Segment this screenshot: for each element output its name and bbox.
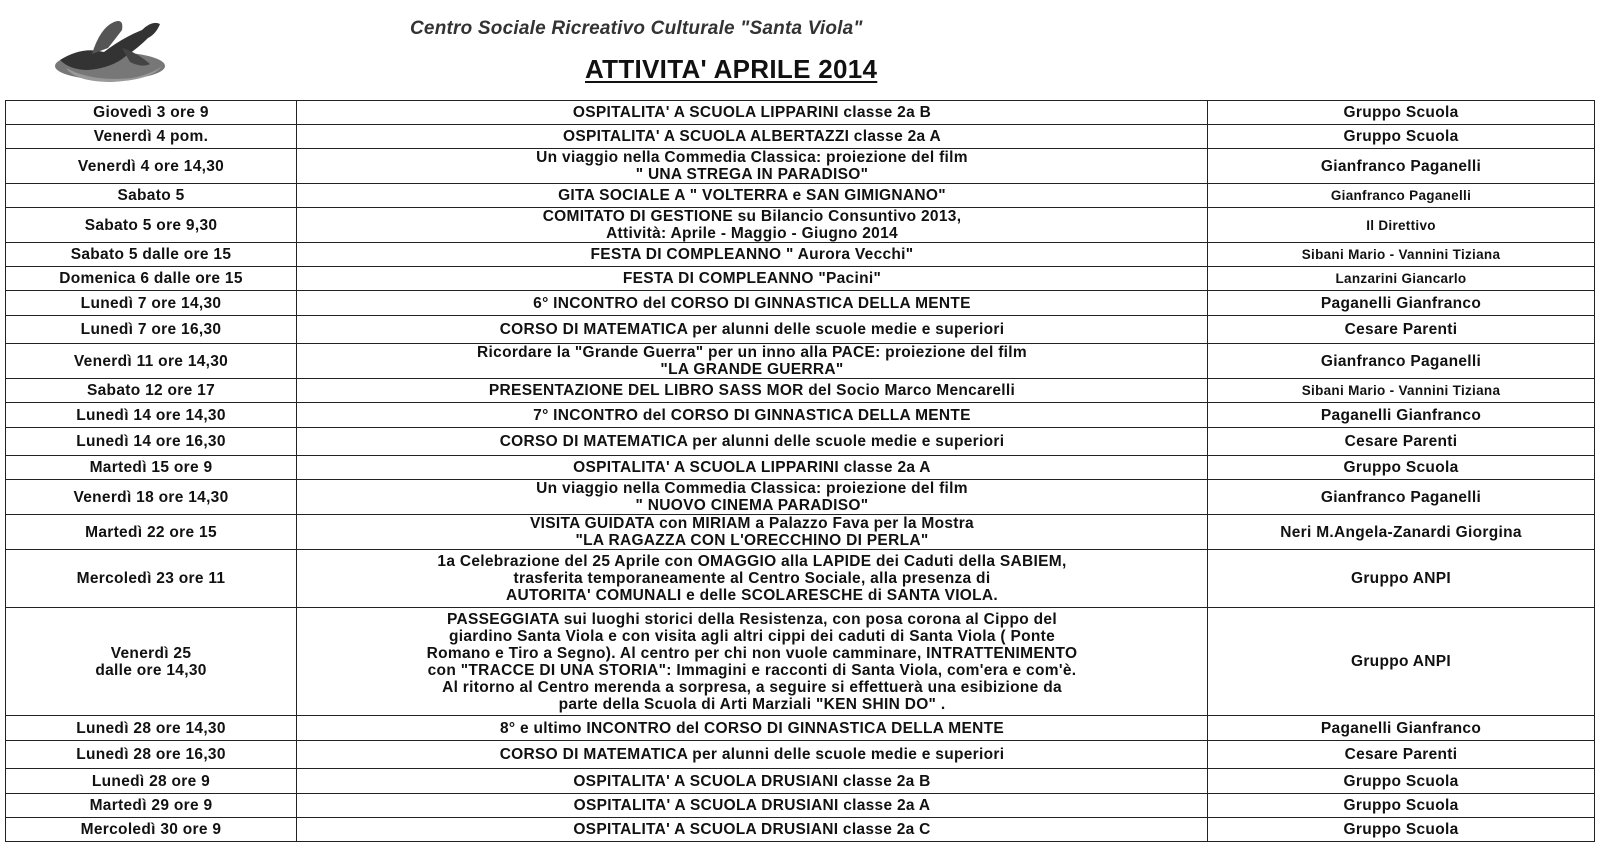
activity-description — [297, 316, 1208, 344]
activity-date-line: Domenica 6 dalle ore 15 — [59, 270, 243, 287]
activity-organizer: Gianfranco Paganelli — [1208, 480, 1595, 515]
activity-organizer: Gianfranco Paganelli — [1208, 344, 1595, 379]
activity-description-line: COMITATO DI GESTIONE su Bilancio Consuntivo 2013, — [542, 208, 962, 225]
activity-description — [297, 515, 1208, 550]
activity-description — [297, 149, 1208, 184]
activity-date — [6, 716, 297, 741]
activity-description — [297, 456, 1208, 480]
activity-description-line: OSPITALITA' A SCUOLA ALBERTAZZI classe 2a A — [562, 128, 941, 145]
activity-date-line: Martedì 15 ore 9 — [89, 459, 213, 476]
activity-date — [6, 344, 297, 379]
activity-description — [297, 794, 1208, 818]
activity-organizer: Gianfranco Paganelli — [1208, 149, 1595, 184]
activity-date — [6, 741, 297, 769]
activity-description — [297, 379, 1208, 403]
activity-description-line: CORSO DI MATEMATICA per alunni delle scuole medie e superiori — [499, 321, 1005, 338]
activity-description — [297, 208, 1208, 243]
activity-date-line: Lunedì 7 ore 16,30 — [80, 321, 222, 338]
activity-description-line: Ricordare la "Grande Guerra" per un inno alla PACE: proiezione del film — [477, 344, 1027, 361]
table-row — [6, 456, 1595, 480]
activity-description-line: 7° INCONTRO del CORSO DI GINNASTICA DELLA MENTE — [533, 406, 971, 424]
activity-description-line: "LA GRANDE GUERRA" — [660, 361, 844, 378]
activity-organizer: Il Direttivo — [1208, 208, 1595, 243]
table-row — [6, 184, 1595, 208]
table-row — [6, 344, 1595, 379]
table-row — [6, 480, 1595, 515]
activity-description-line: " NUOVO CINEMA PARADISO" — [635, 497, 869, 514]
activity-description-line: Attività: Aprile - Maggio - Giugno 2014 — [606, 225, 898, 242]
table-row — [6, 125, 1595, 149]
activity-organizer: Gruppo Scuola — [1208, 456, 1595, 480]
activity-date — [6, 125, 297, 149]
table-row — [6, 291, 1595, 316]
table-row — [6, 818, 1595, 842]
activity-description — [297, 716, 1208, 741]
activity-description-line: 1a Celebrazione del 25 Aprile con OMAGGIO alla LAPIDE dei Caduti della SABIEM, — [437, 553, 1067, 570]
activity-date-line: Lunedì 28 ore 16,30 — [76, 746, 226, 763]
table-row — [6, 267, 1595, 291]
activity-organizer: Paganelli Gianfranco — [1208, 291, 1595, 316]
activity-date-line: Sabato 5 ore 9,30 — [84, 216, 218, 234]
activity-description-line: trasferita temporaneamente al Centro Sociale, alla presenza di — [513, 570, 991, 587]
activity-organizer: Gruppo Scuola — [1208, 125, 1595, 149]
activity-organizer: Cesare Parenti — [1208, 428, 1595, 456]
page-title: ATTIVITA' APRILE 2014 — [585, 54, 878, 84]
activity-date-line: Venerdì 25 — [110, 644, 192, 662]
activity-date-line: Martedì 22 ore 15 — [85, 523, 217, 541]
activity-date — [6, 208, 297, 243]
activity-description-line: Un viaggio nella Commedia Classica: proiezione del film — [536, 480, 968, 497]
activity-date — [6, 480, 297, 515]
table-row — [6, 716, 1595, 741]
activity-organizer: Gruppo ANPI — [1208, 608, 1595, 716]
activity-description-line: AUTORITA' COMUNALI e delle SCOLARESCHE di SANTA VIOLA. — [505, 587, 999, 604]
table-row — [6, 149, 1595, 184]
activity-organizer: Paganelli Gianfranco — [1208, 403, 1595, 428]
activity-organizer: Gruppo Scuola — [1208, 818, 1595, 842]
activity-date — [6, 379, 297, 403]
activity-description — [297, 428, 1208, 456]
activity-description — [297, 243, 1208, 267]
table-row — [6, 794, 1595, 818]
activity-date — [6, 769, 297, 794]
activity-date-line: dalle ore 14,30 — [95, 661, 207, 679]
activity-date — [6, 101, 297, 125]
activity-organizer: Cesare Parenti — [1208, 741, 1595, 769]
activity-description-line: OSPITALITA' A SCUOLA LIPPARINI classe 2a A — [573, 459, 931, 476]
activity-description — [297, 101, 1208, 125]
activity-description-line: CORSO DI MATEMATICA per alunni delle scuole medie e superiori — [499, 433, 1005, 450]
table-row — [6, 403, 1595, 428]
activity-date-line: Sabato 5 — [117, 187, 185, 204]
activity-date — [6, 818, 297, 842]
activity-date — [6, 267, 297, 291]
activity-description — [297, 125, 1208, 149]
activity-date — [6, 550, 297, 608]
table-row — [6, 608, 1595, 716]
activity-date-line: Mercoledì 30 ore 9 — [80, 821, 222, 838]
activity-description — [297, 480, 1208, 515]
activity-description-line: OSPITALITA' A SCUOLA LIPPARINI classe 2a B — [572, 104, 932, 121]
activity-description-line: con "TRACCE DI UNA STORIA": Immagini e racconti di Santa Viola, com'era e com'è. — [427, 661, 1077, 679]
activity-date-line: Lunedì 28 ore 14,30 — [76, 719, 226, 737]
table-row — [6, 316, 1595, 344]
activity-organizer: Gruppo Scuola — [1208, 794, 1595, 818]
table-row — [6, 379, 1595, 403]
activity-description — [297, 769, 1208, 794]
activity-date — [6, 515, 297, 550]
activity-description — [297, 550, 1208, 608]
activity-description-line: Un viaggio nella Commedia Classica: proiezione del film — [536, 149, 968, 166]
activity-description-line: FESTA DI COMPLEANNO " Aurora Vecchi" — [590, 246, 914, 263]
activity-description-line: "LA RAGAZZA CON L'ORECCHINO DI PERLA" — [575, 532, 929, 549]
activity-date — [6, 794, 297, 818]
activity-date — [6, 149, 297, 184]
activity-date-line: Giovedì 3 ore 9 — [93, 104, 209, 121]
activity-description-line: CORSO DI MATEMATICA per alunni delle scuole medie e superiori — [499, 746, 1005, 763]
activity-organizer: Paganelli Gianfranco — [1208, 716, 1595, 741]
table-row — [6, 101, 1595, 125]
activity-description — [297, 403, 1208, 428]
activity-organizer: Neri M.Angela-Zanardi Giorgina — [1208, 515, 1595, 550]
activity-date-line: Sabato 5 dalle ore 15 — [70, 246, 232, 263]
activity-date — [6, 291, 297, 316]
horse-sculpture-logo-icon — [52, 8, 170, 88]
activity-description-line: PASSEGGIATA sui luoghi storici della Resistenza, con posa corona al Cippo del — [447, 610, 1057, 628]
activity-description-line: 6° INCONTRO del CORSO DI GINNASTICA DELLA MENTE — [533, 294, 971, 312]
activity-date — [6, 608, 297, 716]
activity-date-line: Sabato 12 ore 17 — [87, 382, 215, 399]
activities-table — [5, 100, 1595, 842]
activity-organizer: Sibani Mario - Vannini Tiziana — [1208, 379, 1595, 403]
activity-date-line: Lunedì 14 ore 16,30 — [76, 433, 226, 450]
activity-description-line: GITA SOCIALE A " VOLTERRA e SAN GIMIGNANO" — [558, 187, 946, 204]
activity-description-line: VISITA GUIDATA con MIRIAM a Palazzo Fava per la Mostra — [530, 515, 974, 532]
activity-date-line: Venerdì 18 ore 14,30 — [73, 488, 229, 506]
activity-organizer: Gruppo Scuola — [1208, 769, 1595, 794]
activity-date — [6, 243, 297, 267]
activity-description-line: Al ritorno al Centro merenda a sorpresa, a seguire si effettuerà una esibizione da — [442, 678, 1062, 696]
activity-date-line: Venerdì 4 ore 14,30 — [77, 157, 225, 175]
activity-date-line: Venerdì 11 ore 14,30 — [73, 352, 229, 370]
activity-organizer: Cesare Parenti — [1208, 316, 1595, 344]
activity-date — [6, 428, 297, 456]
table-row — [6, 243, 1595, 267]
table-row — [6, 741, 1595, 769]
activity-organizer: Sibani Mario - Vannini Tiziana — [1208, 243, 1595, 267]
activity-description-line: parte della Scuola di Arti Marziali "KEN SHIN DO" . — [558, 695, 946, 713]
activity-description — [297, 291, 1208, 316]
activity-date-line: Lunedì 28 ore 9 — [91, 772, 211, 790]
table-row — [6, 208, 1595, 243]
activity-organizer: Lanzarini Giancarlo — [1208, 267, 1595, 291]
activity-description-line: 8° e ultimo INCONTRO del CORSO DI GINNASTICA DELLA MENTE — [499, 719, 1005, 737]
table-row — [6, 550, 1595, 608]
activity-date-line: Mercoledì 23 ore 11 — [76, 570, 226, 587]
activity-description-line: " UNA STREGA IN PARADISO" — [635, 166, 869, 183]
activity-organizer: Gruppo Scuola — [1208, 101, 1595, 125]
activity-description — [297, 741, 1208, 769]
activity-description — [297, 267, 1208, 291]
table-row — [6, 515, 1595, 550]
activity-description-line: giardino Santa Viola e con visita agli altri cippi dei caduti di Santa Viola ( Ponte — [448, 627, 1055, 645]
table-row — [6, 428, 1595, 456]
activity-date-line: Martedì 29 ore 9 — [89, 797, 213, 814]
activity-date-line: Venerdì 4 pom. — [93, 128, 209, 145]
activity-description-line: PRESENTAZIONE DEL LIBRO SASS MOR del Socio Marco Mencarelli — [488, 382, 1016, 399]
table-row — [6, 769, 1595, 794]
activity-date — [6, 316, 297, 344]
organization-name: Centro Sociale Ricreativo Culturale "Santa Viola" — [410, 18, 863, 39]
activity-description-line: OSPITALITA' A SCUOLA DRUSIANI classe 2a A — [573, 797, 931, 814]
activity-organizer: Gruppo ANPI — [1208, 550, 1595, 608]
activity-description-line: OSPITALITA' A SCUOLA DRUSIANI classe 2a B — [573, 772, 931, 790]
activity-organizer: Gianfranco Paganelli — [1208, 184, 1595, 208]
activity-description — [297, 344, 1208, 379]
activity-date — [6, 456, 297, 480]
activity-description-line: FESTA DI COMPLEANNO "Pacini" — [622, 270, 882, 287]
activity-description-line: Romano e Tiro a Segno). Al centro per chi non vuole camminare, INTRATTENIMENTO — [426, 644, 1078, 662]
activity-description — [297, 818, 1208, 842]
activity-description-line: OSPITALITA' A SCUOLA DRUSIANI classe 2a C — [573, 821, 931, 838]
activity-date-line: Lunedì 14 ore 14,30 — [76, 406, 226, 424]
activity-date — [6, 184, 297, 208]
activity-date — [6, 403, 297, 428]
activity-date-line: Lunedì 7 ore 14,30 — [80, 294, 222, 312]
activity-description — [297, 608, 1208, 716]
activity-description — [297, 184, 1208, 208]
